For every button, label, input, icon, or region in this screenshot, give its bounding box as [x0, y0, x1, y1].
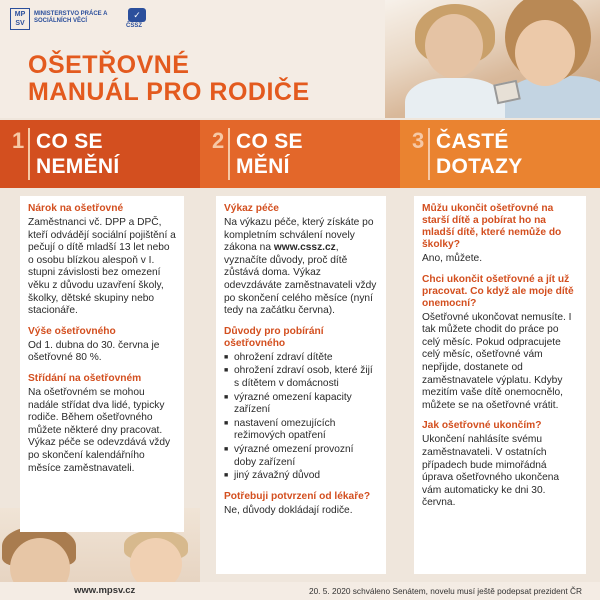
- footer-note: 20. 5. 2020 schváleno Senátem, novelu musí ještě podepsat prezident ČR: [308, 586, 582, 596]
- list-item: ■ výrazné omezení provozní doby zařízení: [224, 444, 378, 469]
- column-title-line-1: CO SE: [236, 130, 303, 153]
- faq-answer: Ošetřovné ukončovat nemusíte. I tak můžete chodit do práce po celý měsíc. Pokud odpracujete celý měsíc, ošetřovné vám nepřijde, dostanete od zaměstnavatele výplatu. Kdyby mezitím vaše dítě onemocnělo, můžete se na ošetřovné vrátit.: [422, 311, 572, 411]
- faq-content-box: [414, 196, 586, 574]
- text-fragment: , vyznačíte důvody, proč dítě zůstává doma. Výkaz odevzdáváte zaměstnavateli vždy po skončení celého měsíce (nyní tedy na začátku června).: [224, 242, 377, 317]
- column-title-line-2: DOTAZY: [436, 155, 523, 178]
- section-text: Ne, důvody dokládají rodiče.: [224, 504, 353, 516]
- photo-shape: [130, 538, 182, 588]
- list-item: ■ jiný závažný důvod: [224, 470, 378, 483]
- faq-question: Chci ukončit ošetřovné a jít už pracovat. Co když ale moje dítě onemocní?: [422, 273, 574, 309]
- section-heading: Potřebuji potvrzení od lékaře?: [224, 490, 371, 502]
- column-header-unchanged: [0, 120, 200, 188]
- changed-content-box: [216, 196, 386, 574]
- list-item: ■ ohrožení zdraví osob, které žijí s dítětem v domácnosti: [224, 365, 378, 390]
- mother-daughter-photo: [385, 0, 600, 118]
- list-item: ■ ohrožení zdraví dítěte: [224, 352, 378, 365]
- column-header-changed: [200, 120, 400, 188]
- faq-question: Můžu ukončit ošetřovné na starší dítě a pobírat ho na mladší dítě, které nemůže do školky?: [422, 203, 562, 250]
- footer: [0, 582, 600, 600]
- column-divider: [228, 128, 230, 180]
- column-number: 3: [412, 128, 425, 153]
- section-text: Zaměstnanci vč. DPP a DPČ, kteří odvádějí sociální pojištění a pečují o dítě mladší 13 let nebo o osobu blízkou alespoň v I. stupni závislosti bez omezení věku z důvodu uzavření školy, školky, dětské skupiny nebo stacionáře.: [28, 217, 176, 317]
- cssz-link[interactable]: www.cssz.cz: [273, 242, 336, 254]
- mpsv-logo-text: MINISTERSTVO PRÁCE A SOCIÁLNÍCH VĚCÍ: [34, 11, 108, 24]
- column-divider: [428, 128, 430, 180]
- column-title-line-1: CO SE: [36, 130, 103, 153]
- section-heading: Výše ošetřovného: [28, 325, 116, 337]
- cssz-logo-text: ČSSZ: [126, 23, 143, 29]
- photo-shape: [515, 20, 575, 86]
- column-divider: [28, 128, 30, 180]
- title-line-2: MANUÁL PRO RODIČE: [28, 78, 310, 106]
- section-text: [224, 217, 378, 318]
- column-number: 2: [212, 128, 225, 153]
- section-heading: Nárok na ošetřovné: [28, 203, 124, 214]
- column-title-line-2: NEMĚNÍ: [36, 155, 120, 178]
- photo-shape: [425, 14, 483, 78]
- text-fragment: Na výkazu péče, který získáte po kompletním schválení novely zákona na: [224, 217, 374, 254]
- section-text: Od 1. dubna do 30. června je ošetřovné 80 %.: [28, 339, 160, 364]
- section-heading: Výkaz péče: [224, 203, 279, 214]
- faq-answer: Ano, můžete.: [422, 253, 483, 264]
- mpsv-logo[interactable]: MP SV: [10, 8, 30, 30]
- list-item: ■ nastavení omezujících režimových opatření: [224, 418, 378, 443]
- column-header-faq: [400, 120, 600, 188]
- photo-shape: [405, 78, 505, 118]
- page-title: [28, 52, 388, 106]
- unchanged-content-box: [20, 196, 184, 532]
- list-item: ■ výrazné omezení kapacity zařízení: [224, 392, 378, 417]
- column-title: [436, 129, 586, 179]
- column-number: 1: [12, 128, 25, 153]
- faq-question: Jak ošetřovné ukončím?: [422, 420, 542, 432]
- column-title-line-2: MĚNÍ: [236, 155, 290, 178]
- cssz-logo-icon[interactable]: ✓: [128, 8, 146, 22]
- title-line-1: OŠETŘOVNÉ: [28, 51, 190, 79]
- section-heading: Důvody pro pobírání ošetřovného: [224, 325, 324, 349]
- section-heading: Střídání na ošetřovném: [28, 372, 142, 384]
- faq-answer: Ukončení nahlásíte svému zaměstnavateli. V ostatních případech bude mimořádná úprava ošetřovného ukončena vám automaticky ke dni 30. června.: [422, 434, 560, 509]
- footer-link[interactable]: www.mpsv.cz: [74, 585, 136, 596]
- column-title: [236, 129, 386, 179]
- column-title: [36, 129, 186, 179]
- header: [0, 0, 600, 118]
- reasons-list: [224, 352, 378, 483]
- column-title-line-1: ČASTÉ: [436, 130, 509, 153]
- section-text: Na ošetřovném se mohou nadále střídat dva lidé, typicky rodiče. Během ošetřovného můžete některé dny pracovat. Výkaz péče se odevzdává vždy po skončení kalendářního měsíce zaměstnavateli.: [28, 386, 171, 474]
